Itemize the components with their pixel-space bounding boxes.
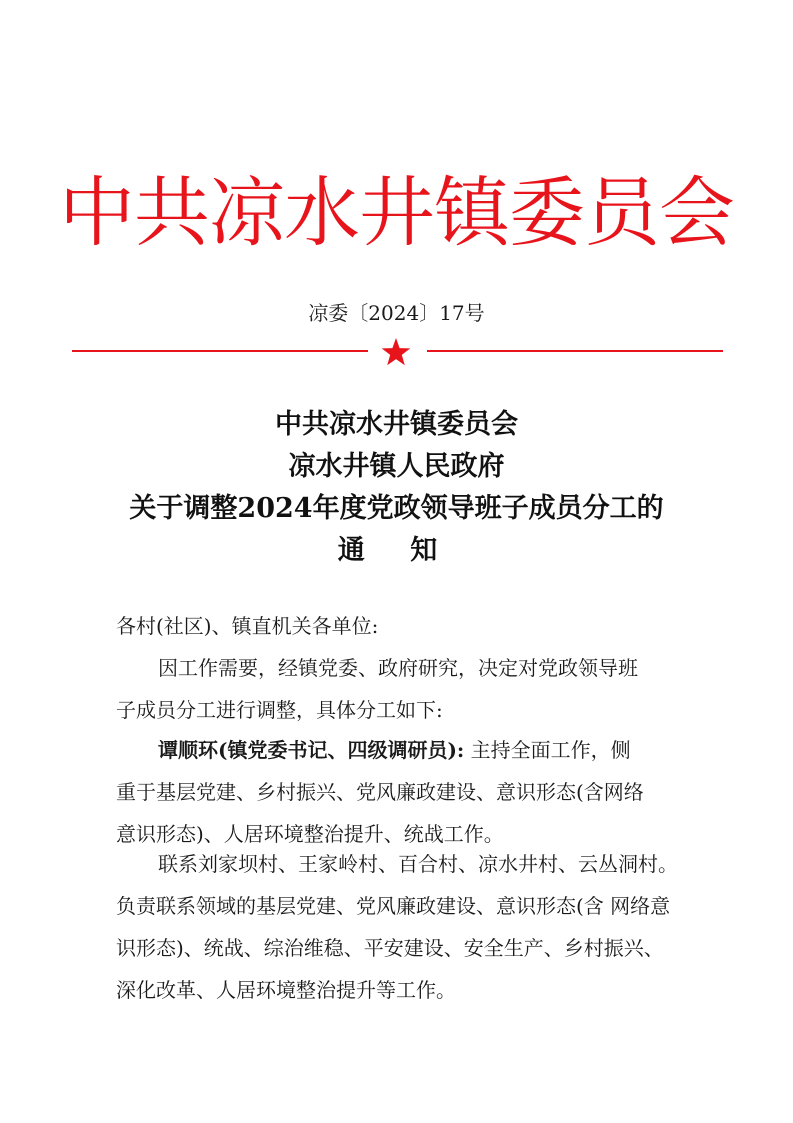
contact-line-3: 识形态)、统战、综治维稳、平安建设、安全生产、乡村振兴、 [116,936,664,960]
title-line-3: 关于调整2024年度党政领导班子成员分工的 [129,493,664,524]
contact-line-2: 负责联系领域的基层党建、党风廉政建设、意识形态(含 网络意 [116,894,671,918]
intro-line-2: 子成员分工进行调整，具体分工如下: [116,698,443,722]
red-divider-right [427,350,723,352]
title-line-2: 凉水井镇人民政府 [288,451,505,482]
addressee-line: 各村(社区)、镇直机关各单位: [116,614,379,638]
document-number: 凉委〔2024〕17号 [308,301,485,325]
duties-line-1-text: 主持全面工作，侧 [464,738,631,762]
paragraph-contact-villages [116,843,726,1011]
title-line-4: 通 知 [337,535,456,566]
duties-line-2: 重于基层党建、乡村振兴、党风廉政建设、意识形态(含网络 [116,780,644,804]
title-line-1: 中共凉水井镇委员会 [275,409,518,440]
red-divider-left [72,350,368,352]
paragraph-intro [116,647,726,731]
contact-line-1: 联系刘家坝村、王家岭村、百合村、凉水井村、云丛洞村。 [158,852,678,876]
star-icon [380,336,412,368]
duties-line-1 [116,729,726,771]
contact-line-4: 深化改革、人居环境整治提升等工作。 [116,978,456,1002]
duties-line-3: 意识形态)、人居环境整治提升、统战工作。 [116,822,504,846]
addressee [116,605,726,647]
notice-title [0,404,793,572]
official-name: 谭顺环(镇党委书记、四级调研员): [158,738,465,762]
paragraph-secretary-duties [116,729,726,855]
masthead-title: 中共凉水井镇委员会 [59,168,734,257]
intro-line-1: 因工作需要，经镇党委、政府研究，决定对党政领导班 [158,656,638,680]
